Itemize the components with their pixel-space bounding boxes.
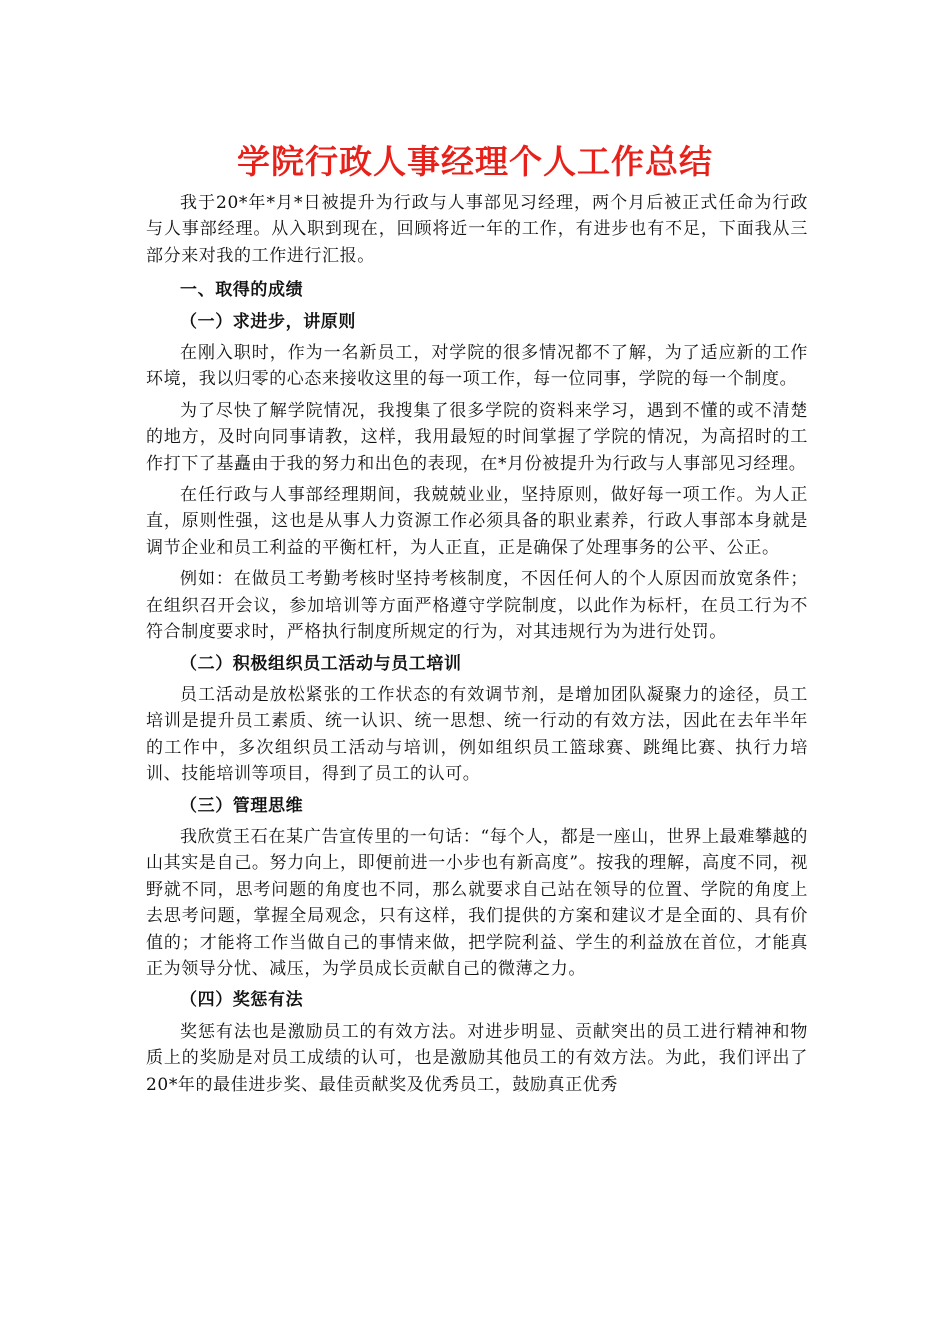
subsection-heading-progress-principles: （一）求进步，讲原则: [180, 311, 356, 332]
paragraph: 在任行政与人事部经理期间，我兢兢业业，坚持原则，做好每一项工作。为人正直，原则性强，这也是从事人力资源工作必须具备的职业素养，行政人事部本身就是调节企业和员工利益的平衡杠杆，为人正直，正是确保了处理事务的公平、公正。: [146, 485, 808, 558]
paragraph: 例如：在做员工考勤考核时坚持考核制度，不因任何人的个人原因而放宽条件；在组织召开会议，参加培训等方面严格遵守学院制度，以此作为标杆，在员工行为不符合制度要求时，严格执行制度所规定的行为，对其违规行为为进行处罚。: [146, 569, 808, 643]
subsection-heading-rewards-penalties: （四）奖惩有法: [180, 990, 304, 1011]
subsection-heading-activities-training: （二）积极组织员工活动与员工培训: [180, 653, 462, 674]
subsection-heading-management-thinking: （三）管理思维: [180, 795, 304, 816]
paragraph: 我欣赏王石在某广告宣传里的一句话：“每个人，都是一座山，世界上最难攀越的山其实是自己。努力向上，即便前进一小步也有新高度”。按我的理解，高度不同，视野就不同，思考问题的角度也不同，那么就要求自己站在领导的位置、学院的角度上去思考问题，掌握全局观念，只有这样，我们提供的方案和建议才是全面的、具有价值的；才能将工作当做自己的事情来做，把学院利益、学生的利益放在首位，才能真正为领导分忧、减压，为学员成长贡献自己的微薄之力。: [146, 826, 808, 979]
paragraph: 为了尽快了解学院情况，我搜集了很多学院的资料来学习，遇到不懂的或不清楚的地方，及时向同事请教，这样，我用最短的时间掌握了学院的情况，为高招时的工作打下了基矗由于我的努力和出色的表现，在*月份被提升为行政与人事部见习经理。: [146, 400, 808, 474]
paragraph: 员工活动是放松紧张的工作状态的有效调节剂，是增加团队凝聚力的途径，员工培训是提升员工素质、统一认识、统一思想、统一行动的有效方法，因此在去年半年的工作中，多次组织员工活动与培训，例如组织员工篮球赛、跳绳比赛、执行力培训、技能培训等项目，得到了员工的认可。: [146, 684, 808, 785]
section-heading-achievements: 一、取得的成绩: [180, 280, 304, 301]
paragraph: 奖惩有法也是激励员工的有效方法。对进步明显、贡献突出的员工进行精神和物质上的奖励是对员工成绩的认可，也是激励其他员工的有效方法。为此，我们评出了20*年的最佳进步奖、最佳贡献奖及优秀员工，鼓励真正优秀: [146, 1021, 808, 1095]
paragraph: 在刚入职时，作为一名新员工，对学院的很多情况都不了解，为了适应新的工作环境，我以归零的心态来接收这里的每一项工作，每一位同事，学院的每一个制度。: [146, 343, 808, 390]
document-body: [146, 190, 808, 1098]
document-title: 学院行政人事经理个人工作总结: [237, 142, 713, 181]
intro-paragraph: 我于20*年*月*日被提升为行政与人事部见习经理，两个月后被正式任命为行政与人事部经理。从入职到现在，回顾将近一年的工作，有进步也有不足，下面我从三部分来对我的工作进行汇报。: [146, 193, 808, 266]
